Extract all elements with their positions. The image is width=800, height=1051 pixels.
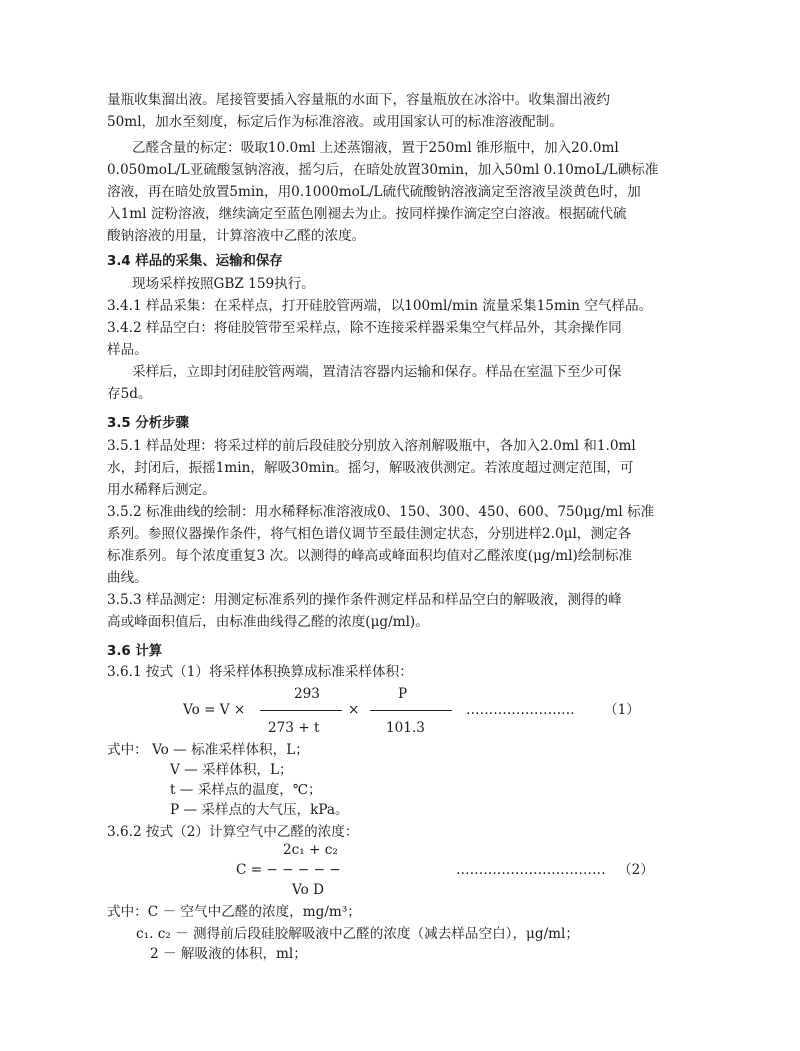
variable-definition: 式中： Vo — 标准采样体积，L； xyxy=(107,742,309,758)
text-line: 0.050moL/L亚硫酸氢钠溶液，摇匀后，在暗处放置30min，加入50ml 0.10moL/L碘标准 xyxy=(107,162,659,178)
text-line: 曲线。 xyxy=(107,570,148,586)
formula-1-lhs: Vo = V × xyxy=(183,702,246,718)
variable-definition: V — 采样体积，L； xyxy=(170,762,293,778)
text-line: 3.5.2 标准曲线的绘制：用水稀释标准溶液成0、150、300、450、600、750μg/ml 标准 xyxy=(107,504,655,520)
formula-2-lhs: C = − − − − − xyxy=(236,862,341,878)
text-line: 50ml，加水至刻度，标定后作为标准溶液。或用国家认可的标准溶液配制。 xyxy=(107,114,563,130)
formula-1-numerator-p: P xyxy=(398,686,408,702)
formula-1-number: （1） xyxy=(604,702,640,718)
text-line: 3.6.1 按式（1）将采样体积换算成标准采样体积： xyxy=(107,664,413,680)
section-heading-3-6: 3.6 计算 xyxy=(107,644,163,659)
text-line: 量瓶收集溜出液。尾接管要插入容量瓶的水面下，容量瓶放在冰浴中。收集溜出液约 xyxy=(107,92,610,108)
formula-1-dots: …………………… xyxy=(466,702,575,718)
section-heading-3-4: 3.4 样品的采集、运输和保存 xyxy=(107,254,283,269)
text-line: 用水稀释后测定。 xyxy=(107,482,216,498)
formula-2-denominator: Vo D xyxy=(292,882,324,898)
section-heading-3-5: 3.5 分析步骤 xyxy=(107,416,189,431)
text-line: 入1ml 淀粉溶液，继续滴定至蓝色刚褪去为止。按同样操作滴定空白溶液。根据硫代硫 xyxy=(107,206,627,222)
fraction-bar xyxy=(260,710,342,711)
text-line: 3.5.3 样品测定：用测定标准系列的操作条件测定样品和样品空白的解吸液，测得的峰 xyxy=(107,592,622,608)
text-line: 乙醛含量的标定：吸取10.0ml 上述蒸馏液，置于250ml 锥形瓶中，加入20.0ml xyxy=(132,140,619,156)
variable-definition: c₁. c₂ － 测得前后段硅胶解吸液中乙醛的浓度（减去样品空白），μg/ml； xyxy=(136,926,579,942)
text-line: 3.4.1 样品采集：在采样点，打开硅胶管两端，以100ml/min 流量采集15min 空气样品。 xyxy=(107,298,653,314)
text-line: 3.5.1 样品处理：将采过样的前后段硅胶分别放入溶剂解吸瓶中，各加入2.0ml 和1.0ml xyxy=(107,438,636,454)
variable-definition: 式中：C － 空气中乙醛的浓度，mg/m³； xyxy=(107,904,361,920)
text-line: 采样后，立即封闭硅胶管两端，置清洁容器内运输和保存。样品在室温下至少可保 xyxy=(132,364,622,380)
text-line: 现场采样按照GBZ 159执行。 xyxy=(132,276,315,292)
formula-2-number: （2） xyxy=(618,862,654,878)
formula-2-numerator: 2c₁ + c₂ xyxy=(283,842,338,858)
text-line: 溶液，再在暗处放置5min，用0.1000moL/L硫代硫酸钠溶液滴定至溶液呈淡黄色时，加 xyxy=(107,184,641,200)
formula-1-times: × xyxy=(348,702,360,718)
variable-definition: 2 － 解吸液的体积，ml； xyxy=(150,946,307,962)
variable-definition: P — 采样点的大气压，kPa。 xyxy=(170,802,349,818)
text-line: 标准系列。每个浓度重复3 次。以测得的峰高或峰面积均值对乙醛浓度(μg/ml)绘制标准 xyxy=(107,548,633,564)
variable-definition: t — 采样点的温度，℃； xyxy=(170,782,322,798)
text-line: 系列。参照仪器操作条件，将气相色谱仪调节至最佳测定状态，分别进样2.0μl，测定各 xyxy=(107,526,632,542)
formula-1-denominator-1: 273 + t xyxy=(268,720,320,736)
formula-2-dots: …………………………… xyxy=(456,862,606,878)
text-line: 存5d。 xyxy=(107,386,152,402)
text-line: 3.4.2 样品空白：将硅胶管带至采样点，除不连接采样器采集空气样品外，其余操作同 xyxy=(107,320,622,336)
text-line: 高或峰面积值后，由标准曲线得乙醛的浓度(μg/ml)。 xyxy=(107,614,429,630)
text-line: 水，封闭后，振摇1min，解吸30min。摇匀，解吸液供测定。若浓度超过测定范围，可 xyxy=(107,460,634,476)
fraction-bar xyxy=(370,710,452,711)
formula-1-numerator-293: 293 xyxy=(294,686,320,702)
formula-1-denominator-2: 101.3 xyxy=(386,720,425,736)
text-line: 3.6.2 按式（2）计算空气中乙醛的浓度： xyxy=(107,824,359,840)
text-line: 酸钠溶液的用量，计算溶液中乙醛的浓度。 xyxy=(107,228,366,244)
text-line: 样品。 xyxy=(107,342,148,358)
